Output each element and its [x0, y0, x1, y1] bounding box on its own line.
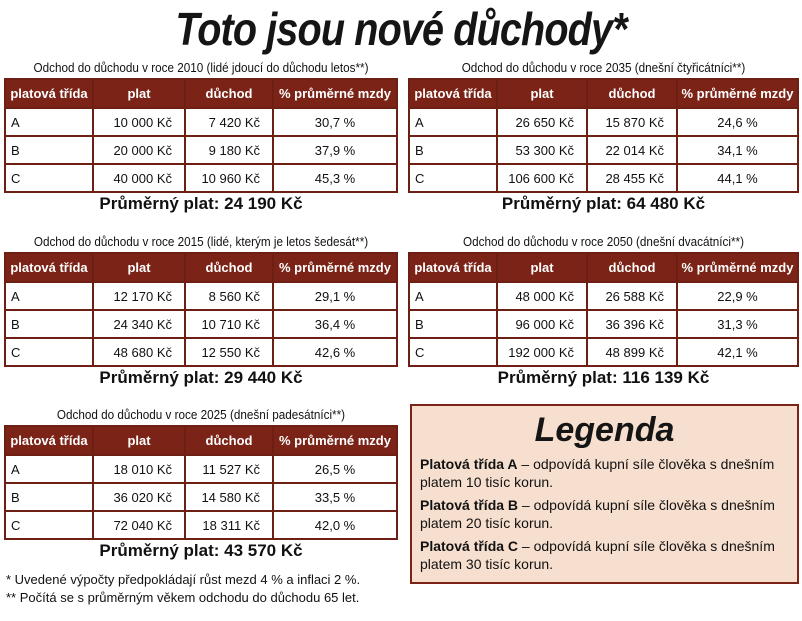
- cell-pension: 22 014 Kč: [587, 136, 677, 164]
- cell-class: B: [409, 310, 497, 338]
- cell-pension: 48 899 Kč: [587, 338, 677, 366]
- pension-table: [408, 78, 799, 193]
- cell-class: C: [409, 338, 497, 366]
- average-salary: Průměrný plat: 64 480 Kč: [501, 194, 706, 213]
- header-class: platová třída: [5, 79, 93, 108]
- footnotes: [6, 571, 360, 607]
- cell-pct: 42,1 %: [677, 338, 798, 366]
- cell-class: B: [5, 483, 93, 511]
- table-row: [409, 338, 798, 366]
- cell-salary: 26 650 Kč: [497, 108, 587, 136]
- cell-class: A: [409, 282, 497, 310]
- cell-class: C: [5, 338, 93, 366]
- average-salary: Průměrný plat: 116 139 Kč: [497, 368, 710, 387]
- legend-title: Legenda: [534, 411, 675, 449]
- footnote: ** Počítá se s průměrným věkem odchodu do důchodu 65 let.: [6, 590, 360, 605]
- table-row: [5, 338, 397, 366]
- cell-class: A: [5, 108, 93, 136]
- header-salary: plat: [93, 253, 185, 282]
- cell-class: C: [5, 511, 93, 539]
- table-row: [409, 282, 798, 310]
- cell-pension: 12 550 Kč: [185, 338, 273, 366]
- table-block-2010: [4, 58, 398, 215]
- cell-salary: 36 020 Kč: [93, 483, 185, 511]
- cell-pct: 37,9 %: [273, 136, 397, 164]
- pension-table: [4, 78, 398, 193]
- cell-class: B: [5, 136, 93, 164]
- cell-pct: 42,6 %: [273, 338, 397, 366]
- table-header-row: [5, 253, 397, 282]
- cell-salary: 40 000 Kč: [93, 164, 185, 192]
- cell-salary: 18 010 Kč: [93, 455, 185, 483]
- cell-pct: 26,5 %: [273, 455, 397, 483]
- cell-pension: 18 311 Kč: [185, 511, 273, 539]
- header-pension: důchod: [587, 79, 677, 108]
- table-block-2050: [408, 232, 799, 389]
- legend-text: – odpovídá kupní síle člověka s dnešním platem 30 tisíc korun.: [420, 538, 775, 572]
- table-block-2025: [4, 405, 398, 562]
- cell-pct: 34,1 %: [677, 136, 798, 164]
- legend-item-b: [420, 496, 789, 532]
- cell-salary: 192 000 Kč: [497, 338, 587, 366]
- average-salary: Průměrný plat: 43 570 Kč: [99, 541, 303, 560]
- cell-salary: 20 000 Kč: [93, 136, 185, 164]
- page-title: Toto jsou nové důchody*: [175, 3, 627, 55]
- cell-salary: 10 000 Kč: [93, 108, 185, 136]
- cell-pension: 28 455 Kč: [587, 164, 677, 192]
- header-pct: % průměrné mzdy: [273, 253, 397, 282]
- header-pct: % průměrné mzdy: [677, 79, 798, 108]
- cell-pension: 9 180 Kč: [185, 136, 273, 164]
- cell-pension: 15 870 Kč: [587, 108, 677, 136]
- table-block-2015: [4, 232, 398, 389]
- table-row: [409, 164, 798, 192]
- cell-pct: 45,3 %: [273, 164, 397, 192]
- cell-salary: 24 340 Kč: [93, 310, 185, 338]
- table-header-row: [5, 426, 397, 455]
- cell-salary: 48 000 Kč: [497, 282, 587, 310]
- table-row: [5, 108, 397, 136]
- cell-pension: 36 396 Kč: [587, 310, 677, 338]
- table-row: [5, 310, 397, 338]
- cell-class: C: [409, 164, 497, 192]
- legend-text: – odpovídá kupní síle člověka s dnešním platem 10 tisíc korun.: [420, 456, 775, 490]
- header-pct: % průměrné mzdy: [273, 79, 397, 108]
- cell-class: A: [409, 108, 497, 136]
- header-class: platová třída: [409, 253, 497, 282]
- table-row: [5, 455, 397, 483]
- header-pension: důchod: [185, 253, 273, 282]
- header-pct: % průměrné mzdy: [677, 253, 798, 282]
- cell-pension: 10 710 Kč: [185, 310, 273, 338]
- pension-table: [4, 252, 398, 367]
- pension-table: [4, 425, 398, 540]
- header-pct: % průměrné mzdy: [273, 426, 397, 455]
- cell-salary: 106 600 Kč: [497, 164, 587, 192]
- cell-pct: 42,0 %: [273, 511, 397, 539]
- table-row: [409, 108, 798, 136]
- table-header-row: [409, 79, 798, 108]
- cell-pct: 30,7 %: [273, 108, 397, 136]
- cell-pct: 31,3 %: [677, 310, 798, 338]
- table-block-2035: [408, 58, 799, 215]
- table-row: [5, 282, 397, 310]
- table-caption: Odchod do důchodu v roce 2010 (lidé jdoucí do důchodu letos**): [33, 60, 369, 75]
- table-row: [409, 310, 798, 338]
- cell-pension: 8 560 Kč: [185, 282, 273, 310]
- legend-item-a: [420, 455, 789, 491]
- table-row: [5, 164, 397, 192]
- table-caption: Odchod do důchodu v roce 2035 (dnešní čtyřicátníci**): [461, 60, 746, 75]
- cell-salary: 72 040 Kč: [93, 511, 185, 539]
- average-salary: Průměrný plat: 24 190 Kč: [99, 194, 303, 213]
- table-caption: Odchod do důchodu v roce 2050 (dnešní dvacátníci**): [463, 234, 744, 249]
- legend-box: [410, 404, 799, 584]
- cell-class: A: [5, 282, 93, 310]
- cell-pct: 44,1 %: [677, 164, 798, 192]
- header-class: platová třída: [5, 253, 93, 282]
- footnote: * Uvedené výpočty předpokládají růst mezd 4 % a inflaci 2 %.: [6, 572, 361, 587]
- cell-pct: 33,5 %: [273, 483, 397, 511]
- cell-salary: 12 170 Kč: [93, 282, 185, 310]
- header-pension: důchod: [185, 79, 273, 108]
- legend-item-c: [420, 537, 789, 573]
- cell-pct: 29,1 %: [273, 282, 397, 310]
- header-pension: důchod: [587, 253, 677, 282]
- cell-class: B: [409, 136, 497, 164]
- cell-salary: 53 300 Kč: [497, 136, 587, 164]
- cell-pension: 26 588 Kč: [587, 282, 677, 310]
- cell-pension: 10 960 Kč: [185, 164, 273, 192]
- cell-pension: 14 580 Kč: [185, 483, 273, 511]
- table-caption: Odchod do důchodu v roce 2025 (dnešní padesátníci**): [56, 407, 346, 422]
- cell-salary: 96 000 Kč: [497, 310, 587, 338]
- table-row: [5, 136, 397, 164]
- legend-term: Platová třída B: [420, 497, 519, 513]
- cell-class: A: [5, 455, 93, 483]
- header-salary: plat: [93, 426, 185, 455]
- legend-text: – odpovídá kupní síle člověka s dnešním platem 20 tisíc korun.: [420, 497, 775, 531]
- header-pension: důchod: [185, 426, 273, 455]
- cell-pct: 36,4 %: [273, 310, 397, 338]
- table-row: [5, 483, 397, 511]
- cell-pct: 22,9 %: [677, 282, 798, 310]
- legend-term: Platová třída A: [420, 456, 518, 472]
- pension-table: [408, 252, 799, 367]
- cell-pension: 7 420 Kč: [185, 108, 273, 136]
- table-row: [409, 136, 798, 164]
- header-class: platová třída: [409, 79, 497, 108]
- table-header-row: [5, 79, 397, 108]
- legend-term: Platová třída C: [420, 538, 519, 554]
- cell-class: B: [5, 310, 93, 338]
- cell-pct: 24,6 %: [677, 108, 798, 136]
- header-salary: plat: [93, 79, 185, 108]
- header-salary: plat: [497, 79, 587, 108]
- cell-class: C: [5, 164, 93, 192]
- cell-salary: 48 680 Kč: [93, 338, 185, 366]
- cell-pension: 11 527 Kč: [185, 455, 273, 483]
- average-salary: Průměrný plat: 29 440 Kč: [99, 368, 303, 387]
- table-caption: Odchod do důchodu v roce 2015 (lidé, kterým je letos šedesát**): [33, 234, 369, 249]
- table-header-row: [409, 253, 798, 282]
- header-salary: plat: [497, 253, 587, 282]
- header-class: platová třída: [5, 426, 93, 455]
- table-row: [5, 511, 397, 539]
